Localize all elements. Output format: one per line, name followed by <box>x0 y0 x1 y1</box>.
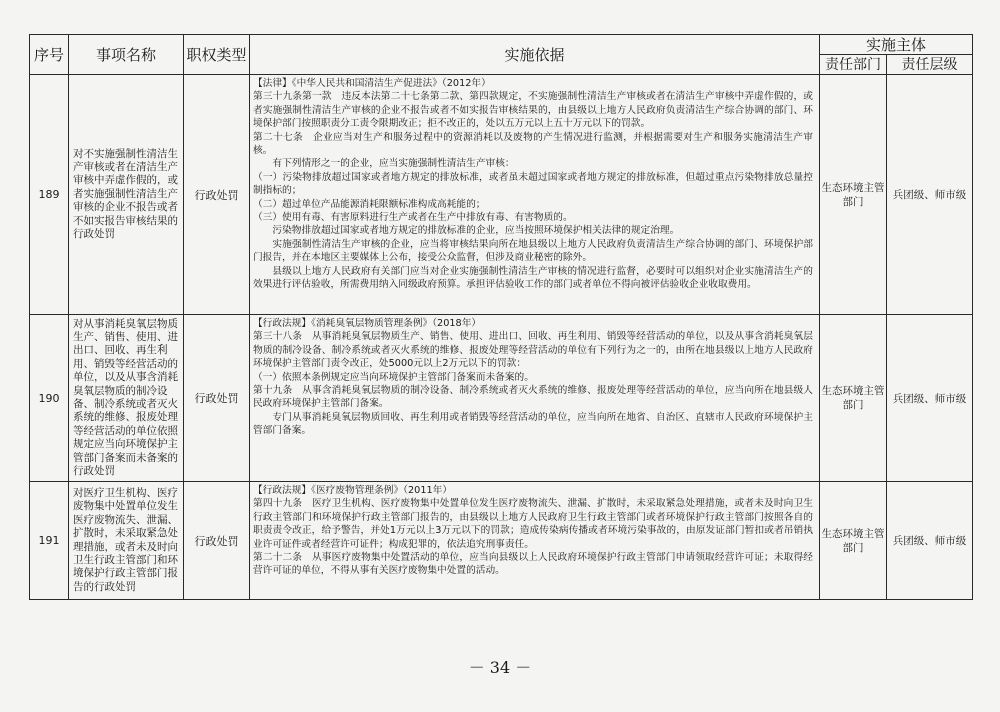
basis-para: 第四十九条 医疗卫生机构、医疗废物集中处置单位发生医疗废物流失、泄漏、扩散时，未采取紧急处理措施，或者未及时向卫生行政主管部门和环境保护行政主管部门报告的，由县级以上地方人民政府卫生行政主管部门或者环境保护行政主管部门按照各自的职责责令改正，给予警告，并处1万元以上3万元以下的罚款；造成传染病传播或者环境污染事故的，由原发证部门暂扣或者吊销执业许可证件或者经营许可证件；构成犯罪的，依法追究刑事责任。 <box>253 498 813 550</box>
basis-source: 【行政法规】《医疗废物管理条例》（2011年） <box>253 485 453 496</box>
page-number: － 34 － <box>468 658 532 677</box>
row-item-name: 对从事消耗臭氧层物质生产、销售、使用、进出口、回收、再生利用、销毁等经营活动的单位，以及从事含消耗臭氧层物质的制冷设备、制冷系统或者灭火系统的维修、报废处理等经营活动的单位依照规定应当向环境保护主管部门备案而未备案的行政处罚 <box>69 315 184 482</box>
header-level: 责任层级 <box>887 55 973 75</box>
header-power-type: 职权类型 <box>184 35 250 75</box>
basis-para: （一）污染物排放超过国家或者地方规定的排放标准，或者虽未超过国家或者地方规定的排放标准，但超过重点污染物排放总量控制指标的； <box>253 171 813 197</box>
basis-para: 县级以上地方人民政府有关部门应当对企业实施强制性清洁生产审核的情况进行监督，必要时可以组织对企业实施清洁生产的效果进行评估验收，所需费用纳入同级政府预算。承担评估验收工作的部门或者单位不得向被评估验收企业收取费用。 <box>253 265 813 291</box>
header-basis: 实施依据 <box>250 35 820 75</box>
basis-source: 【行政法规】《消耗臭氧层物质管理条例》（2018年） <box>253 318 482 329</box>
header-dept: 责任部门 <box>820 55 887 75</box>
row-dept: 生态环境主管部门 <box>820 75 887 315</box>
table-row <box>30 482 973 600</box>
basis-source: 【法律】《中华人民共和国清洁生产促进法》（2012年） <box>253 78 491 89</box>
row-item-name: 对不实施强制性清洁生产审核或者在清洁生产审核中弄虚作假的，或者实施强制性清洁生产审核的企业不报告或者不如实报告审核结果的行政处罚 <box>69 75 184 315</box>
basis-para: （一）依照本条例规定应当向环境保护主管部门备案而未备案的。 <box>253 371 534 383</box>
header-item-name: 事项名称 <box>69 35 184 75</box>
row-dept: 生态环境主管部门 <box>820 482 887 600</box>
row-power-type: 行政处罚 <box>184 75 250 315</box>
header-subject: 实施主体 <box>820 35 973 55</box>
enforcement-table <box>29 34 973 600</box>
basis-para: 专门从事消耗臭氧层物质回收、再生利用或者销毁等经营活动的单位，应当向所在地省、自治区、直辖市人民政府环境保护主管部门备案。 <box>253 411 813 437</box>
table-row <box>30 315 973 482</box>
row-seq: 189 <box>30 75 69 315</box>
basis-para: 第二十二条 从事医疗废物集中处置活动的单位，应当向县级以上人民政府环境保护行政主管部门申请领取经营许可证；未取得经营许可证的单位，不得从事有关医疗废物集中处置的活动。 <box>253 552 813 577</box>
basis-para: 污染物排放超过国家或者地方规定的排放标准的企业，应当按照环境保护相关法律的规定治理。 <box>272 225 680 237</box>
row-power-type: 行政处罚 <box>184 315 250 482</box>
basis-para: 有下列情形之一的企业，应当实施强制性清洁生产审核： <box>272 158 515 170</box>
row-seq: 190 <box>30 315 69 482</box>
row-item-name: 对医疗卫生机构、医疗废物集中处置单位发生医疗废物流失、泄漏、扩散时，未采取紧急处理措施，或者未及时向卫生行政主管部门和环境保护行政主管部门报告的行政处罚 <box>69 482 184 600</box>
row-basis <box>250 482 820 600</box>
basis-para: 第三十八条 从事消耗臭氧层物质生产、销售、使用、进出口、回收、再生利用、销毁等经营活动的单位，以及从事含消耗臭氧层物质的制冷设备、制冷系统或者灭火系统的维修、报废处理等经营活动的单位有下列行为之一的，由所在地县级以上地方人民政府环境保护主管部门责令改正，处5000元以上2万元以下的罚款： <box>253 331 813 370</box>
row-power-type: 行政处罚 <box>184 482 250 600</box>
row-level: 兵团级、师市级 <box>887 75 973 315</box>
row-basis <box>250 315 820 482</box>
row-level: 兵团级、师市级 <box>887 315 973 482</box>
row-level: 兵团级、师市级 <box>887 482 973 600</box>
table-row <box>30 75 973 315</box>
basis-para: （三）使用有毒、有害原料进行生产或者在生产中排放有毒、有害物质的。 <box>253 212 573 224</box>
row-seq: 191 <box>30 482 69 600</box>
basis-para: 实施强制性清洁生产审核的企业，应当将审核结果向所在地县级以上地方人民政府负责清洁生产综合协调的部门、环境保护部门报告，并在本地区主要媒体上公布，接受公众监督，但涉及商业秘密的除外。 <box>253 238 813 264</box>
header-row <box>30 35 973 55</box>
basis-para: （二）超过单位产品能源消耗限额标准构成高耗能的； <box>253 198 486 210</box>
basis-para: 第三十九条第一款 违反本法第二十七条第二款、第四款规定，不实施强制性清洁生产审核或者在清洁生产审核中弄虚作假的，或者实施强制性清洁生产审核的企业不报告或者不如实报告审核结果的，由县级以上地方人民政府负责清洁生产综合协调的部门、环境保护部门按照职责分工责令限期改正；拒不改正的，处以五万元以上五十万元以下的罚款。 <box>253 91 813 130</box>
basis-para: 第二十七条 企业应当对生产和服务过程中的资源消耗以及废物的产生情况进行监测，并根据需要对生产和服务实施清洁生产审核。 <box>253 131 813 157</box>
header-seq: 序号 <box>30 35 69 75</box>
basis-para: 第十九条 从事含消耗臭氧层物质的制冷设备、制冷系统或者灭火系统的维修、报废处理等经营活动的单位，应当向所在地县级人民政府环境保护主管部门备案。 <box>253 385 813 410</box>
row-dept: 生态环境主管部门 <box>820 315 887 482</box>
row-basis <box>250 75 820 315</box>
